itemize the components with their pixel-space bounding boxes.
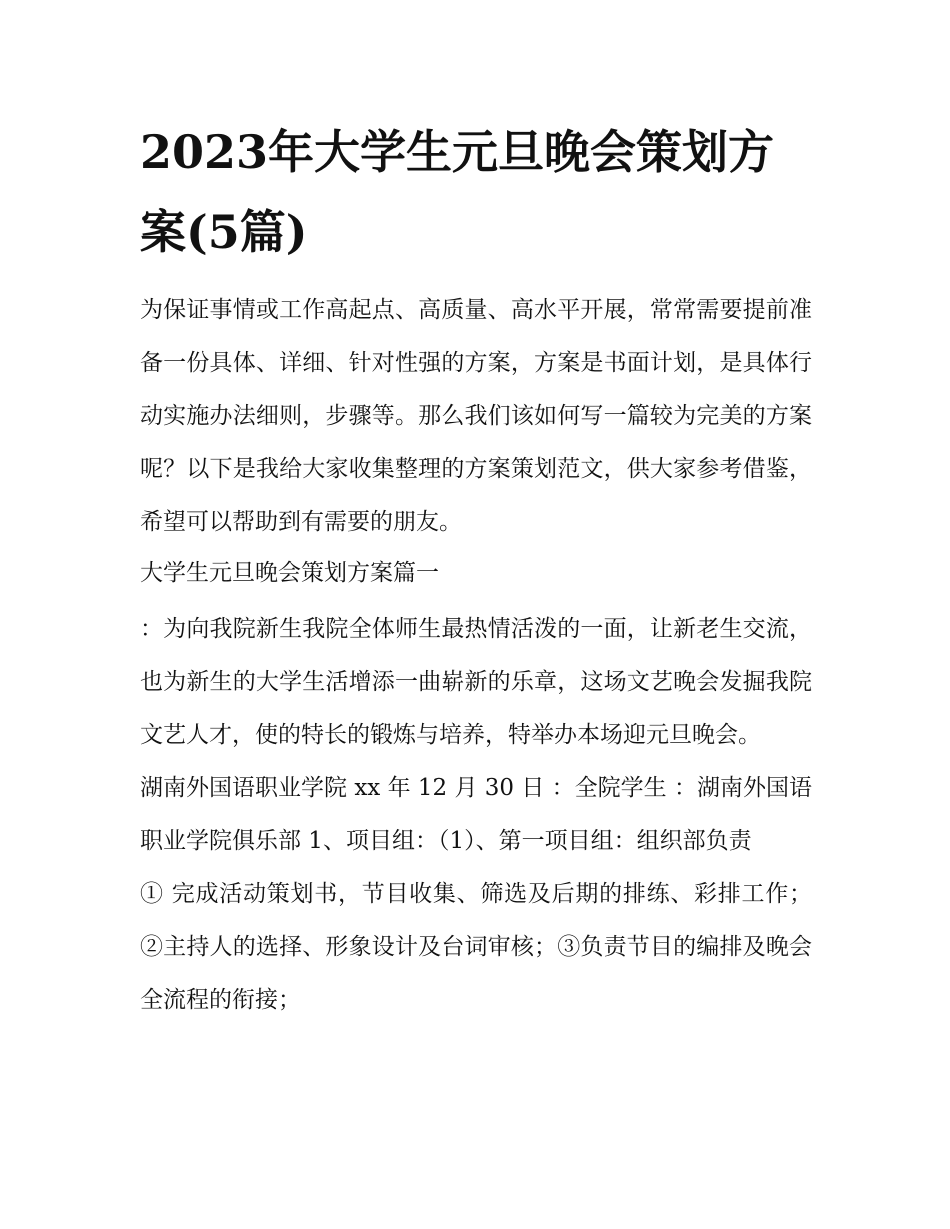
tasks-paragraph: ① 完成活动策划书，节目收集、筛选及后期的排练、彩排工作；②主持人的选择、形象设计及台词审核；③负责节目的编排及晚会全流程的衔接； [140,881,812,1013]
intro-paragraph: 为保证事情或工作高起点、高质量、高水平开展，常常需要提前准备一份具体、详细、针对性强的方案，方案是书面计划，是具体行动实施办法细则，步骤等。那么我们该如何写一篇较为完美的方案呢？以下是我给大家收集整理的方案策划范文，供大家参考借鉴，希望可以帮助到有需要的朋友。 [140,297,812,535]
section-heading: 大学生元旦晚会策划方案篇一 [140,560,439,586]
document-page [140,112,812,1027]
document-title: 2023年大学生元旦晚会策划方案(5篇) [140,125,775,259]
details-paragraph: 湖南外国语职业学院 xx 年 12 月 30 日 ：全院学生 ：湖南外国语职业学院俱乐部 1、项目组：（1）、第一项目组：组织部负责 [140,775,812,854]
purpose-paragraph: ：为向我院新生我院全体师生最热情活泼的一面，让新老生交流，也为新生的大学生活增添一曲崭新的乐章，这场文艺晚会发掘我院文艺人才，使的特长的锻炼与培养，特举办本场迎元旦晚会。 [140,616,812,748]
